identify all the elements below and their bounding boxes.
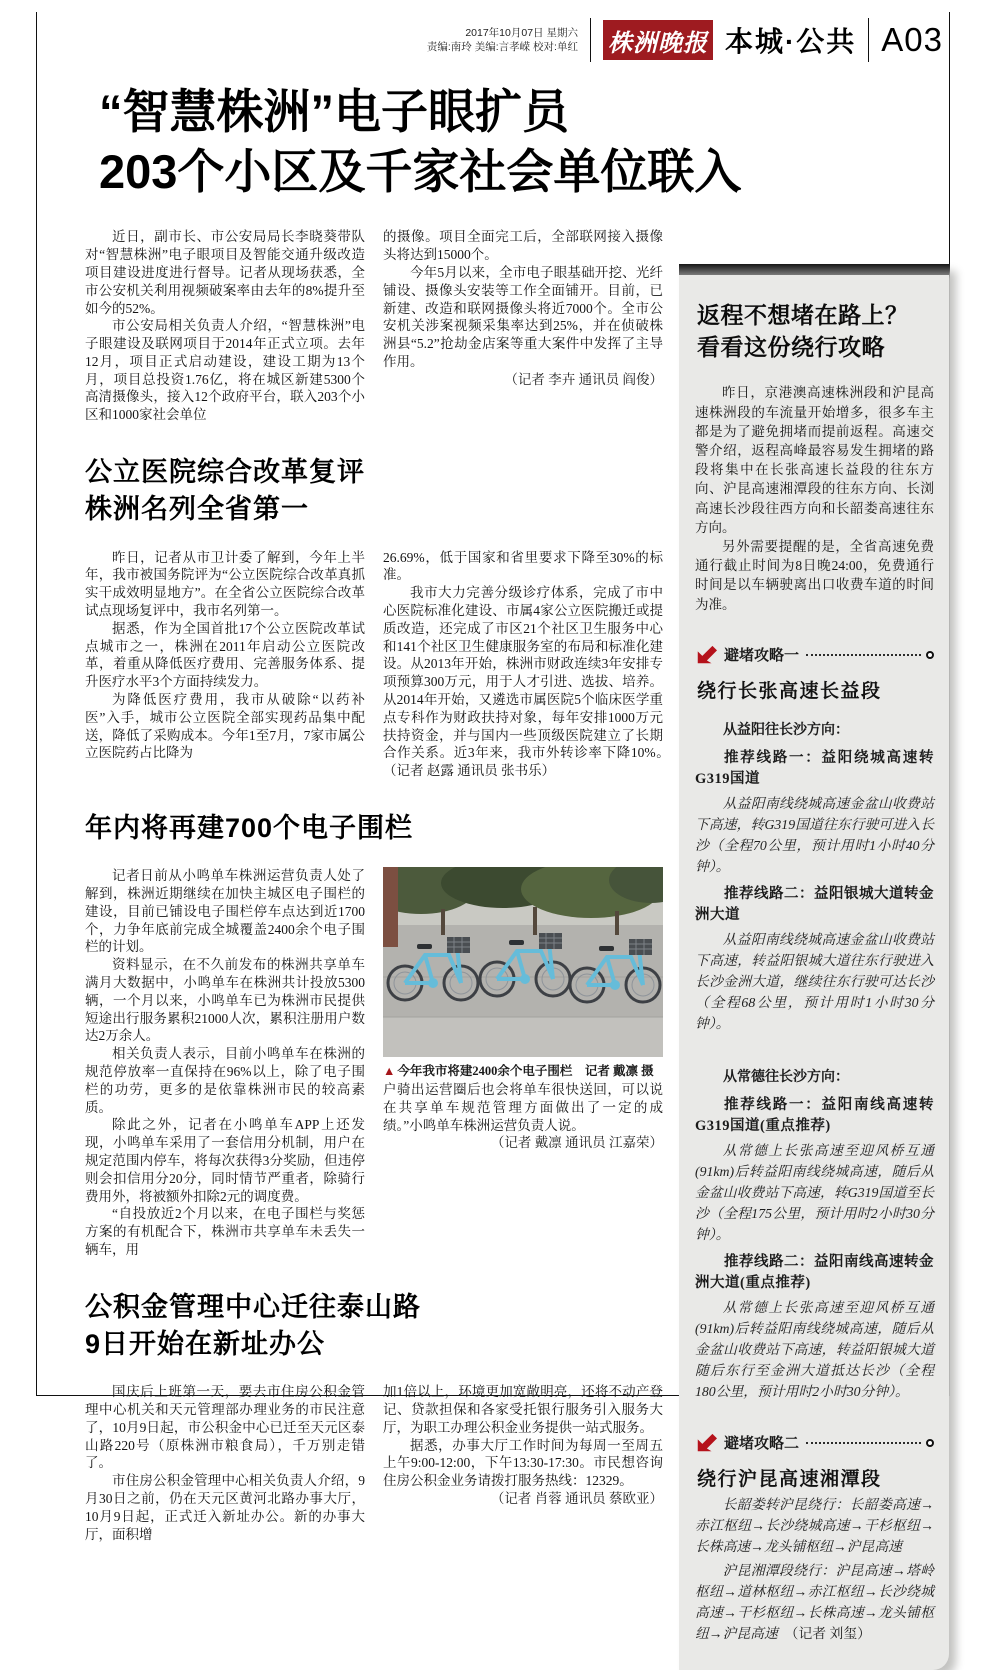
hospital-article-body — [85, 549, 677, 780]
page-header — [37, 12, 949, 64]
fund-headline — [85, 1289, 663, 1364]
bikes-photo-illustration — [383, 867, 663, 1057]
main-column — [85, 82, 742, 1543]
sidebar-headline-line1: 返程不想堵在路上？ — [697, 302, 909, 328]
lead-article-body — [85, 228, 663, 424]
photo-caption — [383, 1062, 663, 1081]
paragraph: 市住房公积金管理中心相关负责人介绍，9月30日之前，仍在天元区黄河北路办事大厅，10月9日起，正式迁入新址办公。新的办事大厅，面积增 — [85, 1473, 365, 1542]
header-divider — [868, 18, 869, 62]
guide-section-1-subhead: 绕行长张高速长益段 — [697, 680, 882, 702]
route-description-text: 沪昆湘潭段绕行：沪昆高速→塔岭枢纽→道林枢纽→赤江枢纽→长沙绕城高速→干杉枢纽→长株高速→龙头铺枢纽→沪昆高速 — [695, 1562, 934, 1641]
lead-article-col2 — [383, 228, 663, 424]
paragraph: 据悉，办事大厅工作时间为每周一至周五上午9:00-12:00，下午13:30-17:30。市民想咨询住房公积金业务请拨打服务热线：12329。 — [383, 1437, 663, 1489]
paragraph: 户骑出运营圈后也会将单车很快送回，可以说在共享单车规范管理方面做出了一定的成绩。”小鸣单车株洲运营负责人说。 — [383, 1081, 663, 1133]
hospital-article-col1 — [85, 549, 365, 780]
sidebar-byline: （记者 刘玺） — [791, 1625, 871, 1641]
sidebar-content — [679, 275, 949, 1670]
paragraph: “自投放近2个月以来，在电子围栏与奖惩方案的有机配合下，株洲市共享单车未丢失一辆车，用 — [85, 1206, 365, 1257]
paragraph: 资料显示，在不久前发布的株洲共享单车满月大数据中，小鸣单车在株洲共计投放5300辆，一个月以来，小鸣单车已为株洲市民提供短途出行服务累积21000人次，累积注册用户数达2万余人。 — [85, 957, 365, 1044]
leader-end-circle-icon — [926, 1439, 934, 1447]
sidebar-top-bar — [679, 264, 949, 275]
lead-article-col1 — [85, 228, 365, 424]
lead-headline-line1: “智慧株洲”电子眼扩员 — [99, 85, 569, 138]
dotted-leader — [806, 1442, 921, 1444]
fund-article-col1 — [85, 1383, 365, 1543]
staff-line: 责编:南玲 美编:言孝嵘 校对:单红 — [426, 41, 578, 53]
leader-end-circle-icon — [926, 651, 934, 659]
route-description — [695, 1560, 934, 1644]
section-title: 本城·公共 — [724, 26, 857, 57]
red-arrow-icon — [695, 644, 717, 666]
publication-info — [427, 26, 578, 54]
paragraph: 加1倍以上，环境更加宽敞明亮，还将不动产登记、贷款担保和各家受托银行服务引入服务大厅，为职工办理公积金业务提供一站式服务。 — [383, 1384, 663, 1435]
paragraph: 记者日前从小鸣单车株洲运营负责人处了解到，株洲近期继续在加快主城区电子围栏的建设，目前已铺设电子围栏停车点达到近1700个，力争年底前完成全城覆盖2400余个电子围栏的计划。 — [85, 868, 365, 955]
route-heading: 推荐线路一：益阳绕城高速转G319国道 — [695, 749, 934, 787]
hospital-headline-line1: 公立医院综合改革复评 — [85, 457, 365, 488]
paragraph: 的摄像。项目全面完工后，全部联网接入摄像头将达到15000个。 — [383, 229, 663, 263]
route-heading: 推荐线路二：益阳南线高速转金洲大道(重点推荐) — [695, 1253, 934, 1291]
paragraph: 26.69%，低于国家和省里要求下降至30%的标准。 — [383, 549, 663, 583]
sidebar-headline — [697, 299, 934, 363]
route-heading: 推荐线路二：益阳银城大道转金洲大道 — [695, 885, 934, 923]
paragraph: 我市大力完善分级诊疗体系，完成了市中心医院标准化建设、市属4家公立医院搬迁或提质改造，还完成了市区21个社区卫生服务中心和141个社区卫生健康服务室的布局和标准化建设。从2013年开始，株洲市财政连续3年安排专项预算300万元，用于人才引进、选拔、培养。从2014年开始，又遴选市属医院5个临床医学重点专科作为财政扶持对象，每年安排1000万元扶持资金，并与国内一些顶级医院建立了长期合作关系。近3年来，我市外转诊率下降10%。 （记者 赵露 通讯员 张书乐） — [383, 585, 677, 779]
paragraph: 市公安局相关负责人介绍，“智慧株洲”电子眼建设及联网项目于2014年正式立项。去年12月，项目正式启动建设，建设工期为13个月，项目总投资1.76亿，将在城区新建5300个高清摄像头，接入12个政府平台，联入203个小区和1000家社会单位 — [85, 318, 365, 423]
fund-article — [85, 1289, 663, 1544]
caption-triangle-icon: ▲ — [383, 1064, 396, 1079]
direction-heading: 从益阳往长沙方向： — [723, 722, 849, 738]
detour-guide-sidebar — [679, 264, 949, 1670]
paragraph: 国庆后上班第一天，要去市住房公积金管理中心机关和天元管理部办理业务的市民注意了，10月9日起，市公积金中心已迁至天元区泰山路220号（原株洲市粮食局），千万别走错了。 — [85, 1384, 365, 1471]
fund-article-body — [85, 1383, 663, 1543]
sidebar-intro-paragraph: 昨日，京港澳高速株洲段和沪昆高速株洲段的车流量开始增多，很多车主都是为了避免拥堵而提前返程。高速交警介绍，返程高峰最容易发生拥堵的路段将集中在长张高速长益段的往东方向、沪昆高速湘潭段的往东方向、长浏高速长沙段往西方向和长韶娄高速往东方向。 — [695, 385, 934, 535]
guide-section-2-subhead: 绕行沪昆高速湘潭段 — [697, 1468, 882, 1490]
paragraph: 据悉，作为全国首批17个公立医院改革试点城市之一，株洲在2011年启动公立医院改革，着重从降低医疗费用、完善服务体系、提升医疗水平3个方面持续发力。 — [85, 620, 365, 690]
dotted-leader — [806, 654, 921, 656]
fund-headline-line2: 9日开始在新址办公 — [85, 1328, 326, 1359]
route-description: 从益阳南线绕城高速金盆山收费站下高速，转益阳银城大道往东行驶进入长沙金洲大道，继续往东行驶可达长沙（全程68公里，预计用时1小时30分钟）。 — [695, 931, 934, 1031]
guide-section-2-tag — [695, 1432, 934, 1454]
paragraph: 除此之外，记者在小鸣单车APP上还发现，小鸣单车采用了一套信用分机制，用户在规定范围内停车，将每次获得3分奖励，但违停则会扣信用分20分，同时情节严重者，除骑行费用外，将被额外扣除2元的调度费。 — [85, 1117, 365, 1204]
byline: （记者 戴凛 通讯员 江嘉荣） — [490, 1135, 663, 1151]
paragraph: 相关负责人表示，目前小鸣单车在株洲的规范停放率一直保持在96%以上，除了电子围栏的功劳，更多的是依靠株洲市民的较高素质。 — [85, 1046, 365, 1115]
paragraph: 昨日，记者从市卫计委了解到，今年上半年，我市被国务院评为“公立医院综合改革真抓实干成效明显地方”。在全省公立医院综合改革试点现场复评中，我市名列第一。 — [85, 549, 365, 618]
page-frame — [36, 12, 950, 1641]
fence-headline: 年内将再建700个电子围栏 — [85, 812, 414, 843]
route-description: 从益阳南线绕城高速金盆山收费站下高速，转G319国道往东行驶可进入长沙（全程70公里，预计用时1小时40分钟）。 — [695, 795, 934, 874]
sidebar-headline-line2: 看看这份绕行攻略 — [697, 334, 885, 361]
page-number: A03 — [881, 21, 943, 58]
paragraph: 近日，副市长、市公安局局长李晓葵带队对“智慧株洲”电子眼项目及智能交通升级改造项目建设进度进行督导。记者从现场获悉，全市公安机关利用视频破案率由去年的8%提升至如今的52%。 — [85, 229, 365, 316]
fence-article — [85, 810, 663, 1259]
fund-headline-line1: 公积金管理中心迁往泰山路 — [85, 1291, 421, 1322]
fence-article-body — [85, 867, 663, 1259]
header-divider — [590, 18, 591, 62]
masthead-logo: 株洲晚报 — [603, 20, 713, 60]
route-description: 长韶娄转沪昆绕行：长韶娄高速→赤江枢纽→长沙绕城高速→干杉枢纽→长株高速→龙头铺枢纽→沪昆高速 — [695, 1496, 934, 1554]
lead-headline-line2: 203个小区及千家社会单位联入 — [99, 145, 742, 199]
caption-text: 今年我市将建2400余个电子围栏 记者 戴凛 摄 — [397, 1064, 654, 1079]
bikes-photo — [383, 867, 663, 1081]
lead-article — [85, 82, 742, 424]
byline: （记者 肖蓉 通讯员 蔡欧亚） — [490, 1491, 663, 1506]
guide-section-2-label: 避堵攻略二 — [724, 1435, 800, 1453]
direction-heading: 从常德往长沙方向： — [723, 1069, 849, 1085]
fence-article-col2 — [383, 867, 663, 1259]
guide-section-1-label: 避堵攻略一 — [724, 647, 800, 665]
route-description: 从常德上长张高速至迎风桥互通(91km)后转益阳南线绕城高速，随后从金盆山收费站下高速，转G319国道至长沙（全程175公里，预计用时2小时30分钟）。 — [695, 1142, 934, 1242]
sidebar-intro-paragraph: 另外需要提醒的是，全省高速免费通行截止时间为8日晚24:00，免费通行时间是以车辆驶离出口收费车道的时间为准。 — [695, 539, 934, 612]
fund-article-col2 — [383, 1383, 663, 1543]
hospital-article — [85, 454, 677, 780]
paragraph: 为降低医疗费用，我市从破除“以药补医”入手，城市公立医院全部实现药品集中配送，降低了采购成本。今年1至7月，7家市属公立医院药占比降为 — [85, 691, 365, 761]
fence-article-col1 — [85, 867, 365, 1259]
paragraph: 今年5月以来，全市电子眼基础开挖、光纤铺设、摄像头安装等工作全面铺开。目前，已新建、改造和联网摄像头将近7000个。全市公安机关涉案视频采集率达到25%，并在侦破株洲县“5.2”抢劫金店案等重大案件中发挥了主导作用。 — [383, 264, 663, 369]
hospital-headline — [85, 454, 663, 529]
date-line: 2017年10月07日 星期六 — [465, 26, 578, 39]
route-heading: 推荐线路一：益阳南线高速转G319国道(重点推荐) — [695, 1096, 934, 1134]
guide-section-1-tag — [695, 644, 934, 666]
lead-headline — [99, 82, 742, 202]
byline: （记者 李卉 通讯员 阎俊） — [504, 371, 663, 387]
route-description: 从常德上长张高速至迎风桥互通(91km)后转益阳南线绕城高速，随后从金盆山收费站下高速，转益阳银城大道随后东行至金洲大道抵达长沙（全程180公里，预计用时2小时30分钟）。 — [695, 1299, 934, 1399]
hospital-headline-line2: 株洲名列全省第一 — [85, 494, 309, 525]
red-arrow-icon — [695, 1432, 717, 1454]
hospital-article-col2 — [383, 549, 677, 780]
